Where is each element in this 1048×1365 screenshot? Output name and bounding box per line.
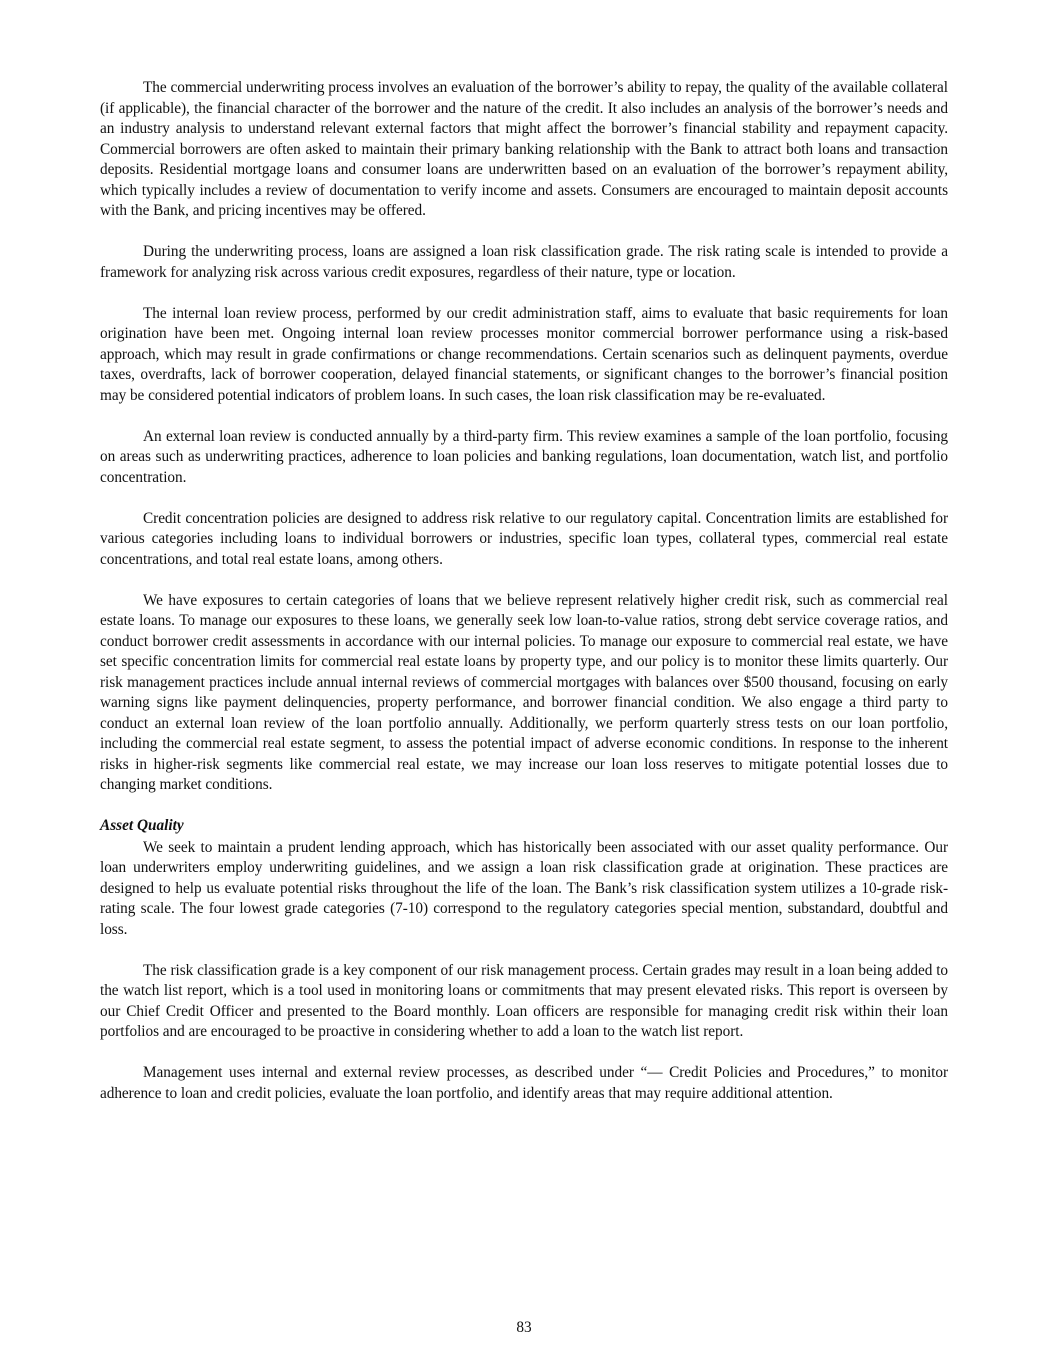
paragraph-prudent-lending: We seek to maintain a prudent lending approach, which has historically been associated with our asset quality performance. Our loan underwriters employ underwriting guidelines, and we assign a loan risk classification grade at origination. These practices are designed to help us evaluate potential risks throughout the life of the loan. The Bank’s risk classification system utilizes a 10-grade risk-rating scale. The four lowest grade categories (7-10) correspond to the regulatory categories special mention, substandard, doubtful and loss.: [100, 838, 948, 938]
section-heading-asset-quality: Asset Quality: [100, 817, 184, 834]
paragraph-external-loan-review: An external loan review is conducted annually by a third-party firm. This review examines a sample of the loan portfolio, focusing on areas such as underwriting practices, adherence to loan policies and banking regulations, loan documentation, watch list, and portfolio concentration.: [100, 427, 948, 486]
paragraph-watch-list: The risk classification grade is a key component of our risk management process. Certain grades may result in a loan being added to the watch list report, which is a tool used in monitoring loans or commitments that may present elevated risks. This report is overseen by our Chief Credit Officer and presented to the Board monthly. Loan officers are responsible for managing credit risk within their loan portfolios and are encouraged to be proactive in considering whether to add a loan to the watch list report.: [100, 961, 948, 1040]
paragraph-management-review: Management uses internal and external review processes, as described under “— Credit Policies and Procedures,” to monitor adherence to loan and credit policies, evaluate the loan portfolio, and identify areas that may require additional attention.: [100, 1064, 948, 1102]
paragraph-credit-concentration: Credit concentration policies are designed to address risk relative to our regulatory capital. Concentration limits are established for various categories including loans to individual borrowers or industries, specific loan types, collateral types, commercial real estate concentrations, and total real estate loans, among others.: [100, 509, 948, 568]
document-page: [100, 78, 948, 1125]
paragraph-higher-risk-exposures: We have exposures to certain categories of loans that we believe represent relatively higher credit risk, such as commercial real estate loans. To manage our exposures to these loans, we generally seek low loan-to-value ratios, strong debt service coverage ratios, and conduct borrower credit assessments in accordance with our internal policies. To manage our exposure to commercial real estate, we have set specific concentration limits for commercial real estate loans by property type, and our policy is to monitor these limits quarterly. Our risk management practices include annual internal reviews of commercial mortgages with balances over $500 thousand, focusing on early warning signs like payment delinquencies, property performance, and borrower financial condition. We also engage a third party to conduct an external loan review of the loan portfolio annually. Additionally, we perform quarterly stress tests on our loan portfolio, including the commercial real estate segment, to assess the potential impact of adverse economic conditions. In response to the inherent risks in higher-risk segments like commercial real estate, we may increase our loan loss reserves to mitigate potential losses due to changing market conditions.: [100, 591, 948, 793]
page-number: 83: [516, 1319, 532, 1336]
paragraph-risk-classification-grade: During the underwriting process, loans are assigned a loan risk classification grade. The risk rating scale is intended to provide a framework for analyzing risk across various credit exposures, regardless of their nature, type or location.: [100, 243, 948, 281]
paragraph-internal-loan-review: The internal loan review process, performed by our credit administration staff, aims to evaluate that basic requirements for loan origination have been met. Ongoing internal loan review processes monitor commercial borrower performance using a risk-based approach, which may result in grade confirmations or change recommendations. Certain scenarios such as delinquent payments, overdue taxes, overdrafts, lack of borrower cooperation, delayed financial statements, or significant changes to the borrower’s financial position may be considered potential indicators of problem loans. In such cases, the loan risk classification may be re-evaluated.: [100, 304, 948, 404]
paragraph-commercial-underwriting: The commercial underwriting process involves an evaluation of the borrower’s ability to repay, the quality of the available collateral (if applicable), the financial character of the borrower and the nature of the credit. It also includes an analysis of the borrower’s needs and an industry analysis to understand relevant external factors that might affect the borrower’s financial stability and repayment capacity. Commercial borrowers are often asked to maintain their primary banking relationship with the Bank to attract both loans and transaction deposits. Residential mortgage loans and consumer loans are underwritten based on an evaluation of the borrower’s repayment ability, which typically includes a review of documentation to verify income and assets. Consumers are encouraged to maintain deposit accounts with the Bank, and pricing incentives may be offered.: [100, 79, 948, 219]
